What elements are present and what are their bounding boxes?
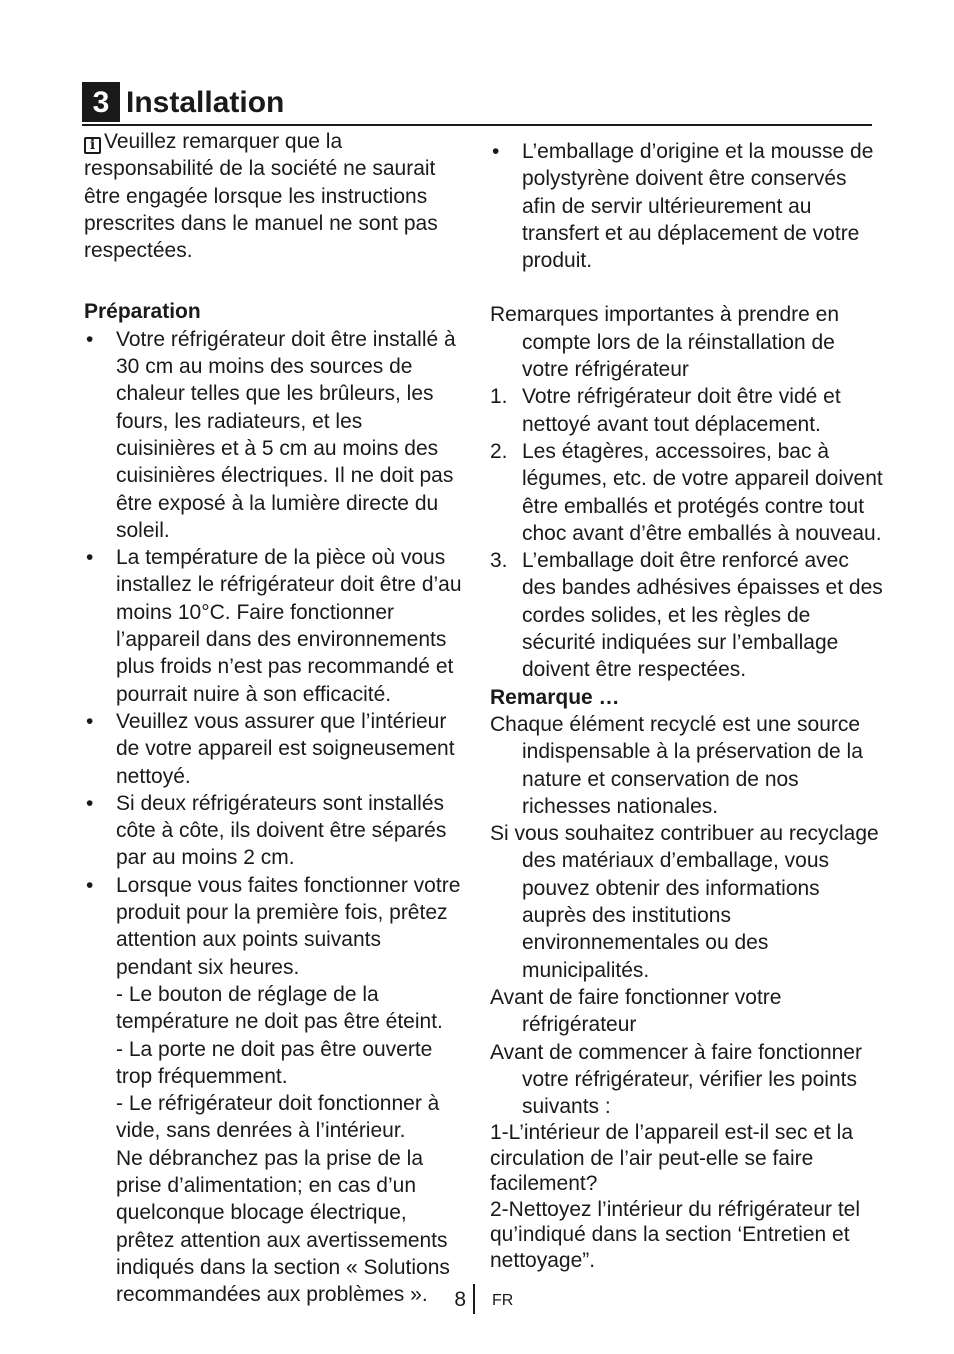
list-item: • Si deux réfrigérateurs sont installés côte à côte, ils doivent être séparés par au moins 2 cm.: [84, 790, 462, 872]
check-item: 2-Nettoyez l’intérieur du réfrigérateur tel qu’indiqué dans la section ‘Entretien et nettoyage”.: [490, 1197, 861, 1272]
step-number: 2.: [490, 439, 508, 463]
page-footer: [0, 1286, 954, 1316]
recycle-paragraph: Chaque élément recyclé est une source indispensable à la préservation de la nature et conservation de nos richesses nationales.: [490, 712, 863, 818]
list-item: • La température de la pièce où vous installez le réfrigérateur doit être d’au moins 10°C. Faire fonctionner l’appareil dans des environnements plus froids n’est pas recommandé et pourrait nuire à son efficacité.: [84, 544, 462, 708]
step-text: Les étagères, accessoires, bac à légumes, etc. de votre appareil doivent être emballés et protégés contre tout choc avant d’être emballés à nouveau.: [522, 439, 883, 545]
first-use-point: - Le bouton de réglage de la température ne doit pas être éteint.: [116, 982, 443, 1034]
list-item: [84, 872, 462, 1309]
step-text: Votre réfrigérateur doit être vidé et nettoyé avant tout déplacement.: [522, 385, 841, 436]
page-number: 8: [454, 1288, 466, 1311]
language-code: FR: [492, 1292, 514, 1309]
first-use-text: • Lorsque vous faites fonctionner votre produit pour la première fois, prêtez attention aux points suivants pendant six heures.: [116, 873, 461, 979]
before-use-text: Avant de commencer à faire fonctionner votre réfrigérateur, vérifier les points suivants :: [490, 1040, 862, 1119]
preparation-list: [84, 326, 462, 1309]
intro-text: Veuillez remarquer que la responsabilité de la société ne saurait être engagée lorsque les instructions prescrites dans le manuel ne sont pas respectées.: [84, 130, 438, 263]
list-item: • Veuillez vous assurer que l’intérieur de votre appareil est soigneusement nettoyé.: [84, 708, 462, 790]
chapter-number: 3: [82, 82, 120, 122]
intro-paragraph: [84, 128, 462, 264]
info-icon: i: [84, 137, 101, 154]
chapter-title: Installation: [126, 86, 285, 119]
preparation-heading: Préparation: [84, 300, 201, 324]
footer-divider: [473, 1284, 475, 1314]
step-number: 1.: [490, 385, 508, 409]
first-use-point: - Le réfrigérateur doit fonctionner à vide, sans denrées à l’intérieur.: [116, 1092, 440, 1143]
before-use-heading: Avant de faire fonctionner votre réfrigérateur: [490, 985, 782, 1037]
power-warning: Ne débranchez pas la prise de la prise d’alimentation; en cas d’un quelconque blocage électrique, prêtez attention aux avertissements indiqués dans la section « Solutions recommandées aux problèmes ».: [116, 1146, 450, 1307]
recycle-paragraph: Si vous souhaitez contribuer au recyclage des matériaux d’emballage, vous pouvez obtenir des informations auprès des institutions environnementales ou des municipalités.: [490, 822, 879, 982]
list-item: • Votre réfrigérateur doit être installé à 30 cm au moins des sources de chaleur telles que les brûleurs, les fours, les radiateurs, et les cuisinières et à 5 cm au moins des cuisinières électriques. Il ne doit pas être exposé à la lumière directe du soleil.: [84, 326, 462, 544]
step-text: L’emballage doit être renforcé avec des bandes adhésives épaisses et des cordes solides, et les règles de sécurité indiquées sur l’emballage doivent être respectées.: [522, 549, 883, 682]
reinstall-steps: [490, 383, 885, 683]
step-number: 3.: [490, 549, 508, 573]
check-item: 1-L’intérieur de l’appareil est-il sec et la circulation de l’air peut-elle se faire facilement?: [490, 1121, 854, 1196]
packaging-list: [490, 138, 885, 274]
list-item: [490, 547, 885, 683]
chapter-header: [82, 82, 872, 126]
list-item: • L’emballage d’origine et la mousse de polystyrène doivent être conservés afin de servir ultérieurement au transfert et au déplacement de votre produit.: [490, 138, 885, 274]
right-column: [490, 138, 885, 1273]
reinstall-remarks: Remarques importantes à prendre en compte lors de la réinstallation de votre réfrigérateur: [490, 303, 840, 382]
left-column: [84, 128, 462, 1308]
list-item: [490, 438, 885, 547]
first-use-point: - La porte ne doit pas être ouverte trop fréquemment.: [116, 1037, 433, 1088]
remark-heading: Remarque …: [490, 685, 620, 709]
list-item: [490, 383, 885, 438]
